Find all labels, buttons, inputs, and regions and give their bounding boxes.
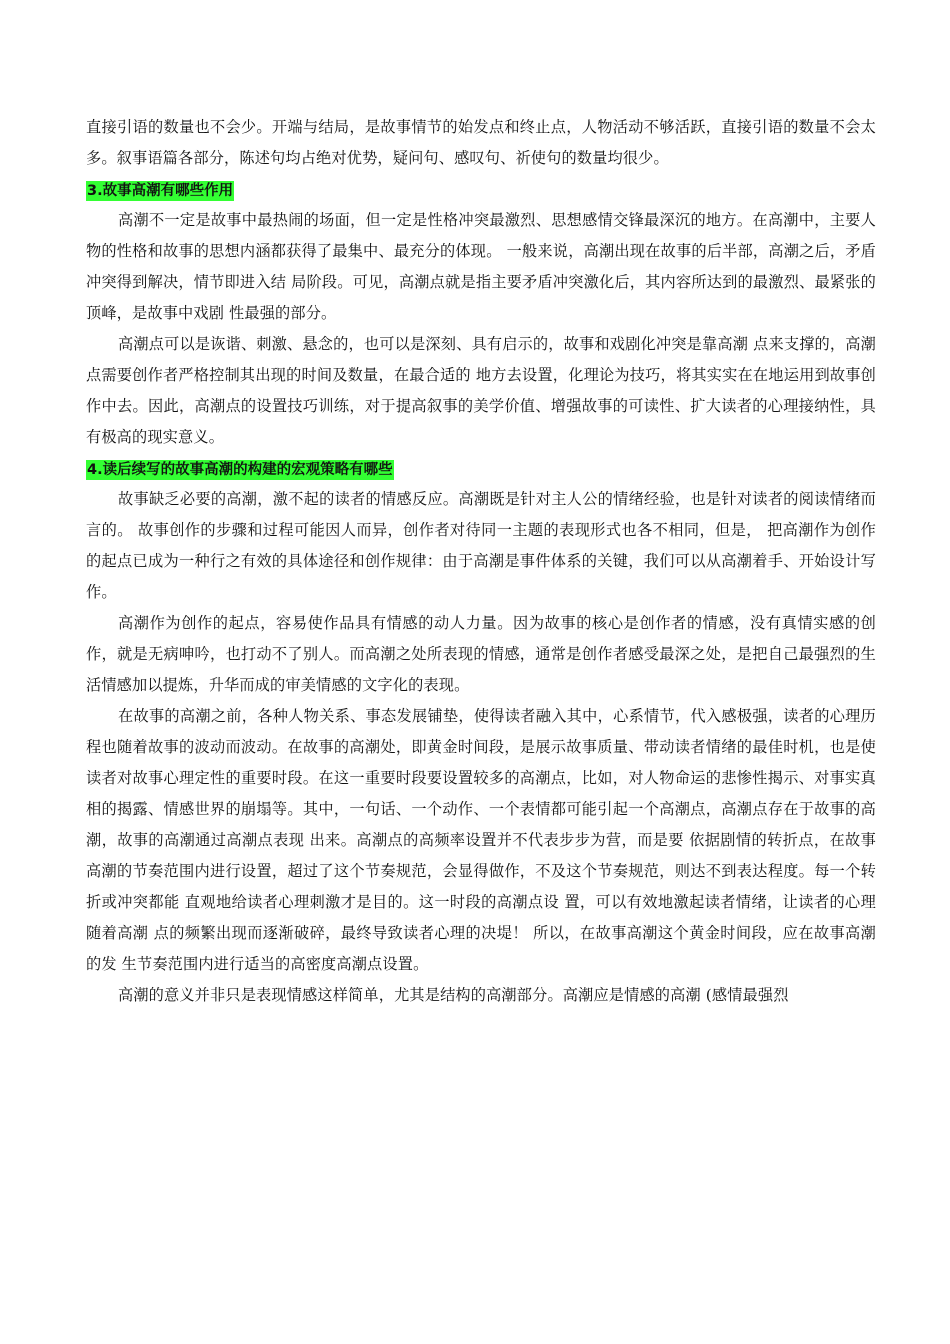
section-heading-4 xyxy=(86,453,876,484)
paragraph-climax-meaning: 高潮的意义并非只是表现情感这样简单，尤其是结构的高潮部分。高潮应是情感的高潮 (感情最强烈 xyxy=(118,986,789,1004)
section-heading-3-text: 3.故事高潮有哪些作用 xyxy=(87,183,234,199)
section-heading-4-text: 4.读后续写的故事高潮的构建的宏观策略有哪些 xyxy=(87,462,393,478)
paragraph-climax-as-start: 高潮作为创作的起点，容易使作品具有情感的动人力量。因为故事的核心是创作者的情感，没有真情实感的创作，就是无病呻吟，也打动不了别人。而高潮之处所表现的情感，通常是创作者感受最深之处，是把自己最强烈的生活情感加以提炼，升华而成的审美情感的文字化的表现。 xyxy=(86,614,876,694)
paragraph-climax-points: 高潮点可以是诙谐、刺激、悬念的，也可以是深刻、具有启示的，故事和戏剧化冲突是靠高潮 点来支撑的，高潮点需要创作者严格控制其出现的时间及数量，在最合适的 地方去设置，化理论为技巧，将其实实在在地运用到故事创作中去。因此，高潮点的设置技巧训练，对于提高叙事的美学价值、增强故事的可读性、扩大读者的心理接纳性，具有极高的现实意义。 xyxy=(86,335,876,446)
document-page xyxy=(86,112,876,1011)
paragraph-climax-definition: 高潮不一定是故事中最热闹的场面，但一定是性格冲突最激烈、思想感情交锋最深沉的地方。在高潮中，主要人物的性格和故事的思想内涵都获得了最集中、最充分的体现。 一般来说，高潮出现在故事的后半部，高潮之后，矛盾冲突得到解决，情节即进入结 局阶段。可见，高潮点就是指主要矛盾冲突激化后，其内容所达到的最激烈、最紧张的顶峰，是故事中戏剧 性最强的部分。 xyxy=(86,211,876,322)
section-heading-3 xyxy=(86,174,876,205)
paragraph-intro: 直接引语的数量也不会少。开端与结局，是故事情节的始发点和终止点，人物活动不够活跃，直接引语的数量不会太多。叙事语篇各部分，陈述句均占绝对优势，疑问句、感叹句、祈使句的数量均很少。 xyxy=(86,118,876,167)
paragraph-lack-of-climax: 故事缺乏必要的高潮，激不起的读者的情感反应。高潮既是针对主人公的情绪经验，也是针对读者的阅读情绪而言的。 故事创作的步骤和过程可能因人而异，创作者对待同一主题的表现形式也各不相同，但是， 把高潮作为创作的起点已成为一种行之有效的具体途径和创作规律：由于高潮是事件体系的关键，我们可以从高潮着手、开始设计写作。 xyxy=(86,490,876,601)
paragraph-before-climax: 在故事的高潮之前，各种人物关系、事态发展铺垫，使得读者融入其中，心系情节，代入感极强，读者的心理历程也随着故事的波动而波动。在故事的高潮处，即黄金时间段，是展示故事质量、带动读者情绪的最佳时机，也是使读者对故事心理定性的重要时段。在这一重要时段要设置较多的高潮点，比如，对人物命运的悲惨性揭示、对事实真相的揭露、情感世界的崩塌等。其中，一句话、一个动作、一个表情都可能引起一个高潮点，高潮点存在于故事的高潮，故事的高潮通过高潮点表现 出来。高潮点的高频率设置并不代表步步为营，而是要 依据剧情的转折点，在故事高潮的节奏范围内进行设置，超过了这个节奏规范，会显得做作，不及这个节奏规范，则达不到表达程度。每一个转折或冲突都能 直观地给读者心理刺激才是目的。这一时段的高潮点设 置，可以有效地激起读者情绪，让读者的心理随着高潮 点的频繁出现而逐渐破碎，最终导致读者心理的决堤！ 所以，在故事高潮这个黄金时间段，应在故事高潮的发 生节奏范围内进行适当的高密度高潮点设置。 xyxy=(86,707,876,973)
